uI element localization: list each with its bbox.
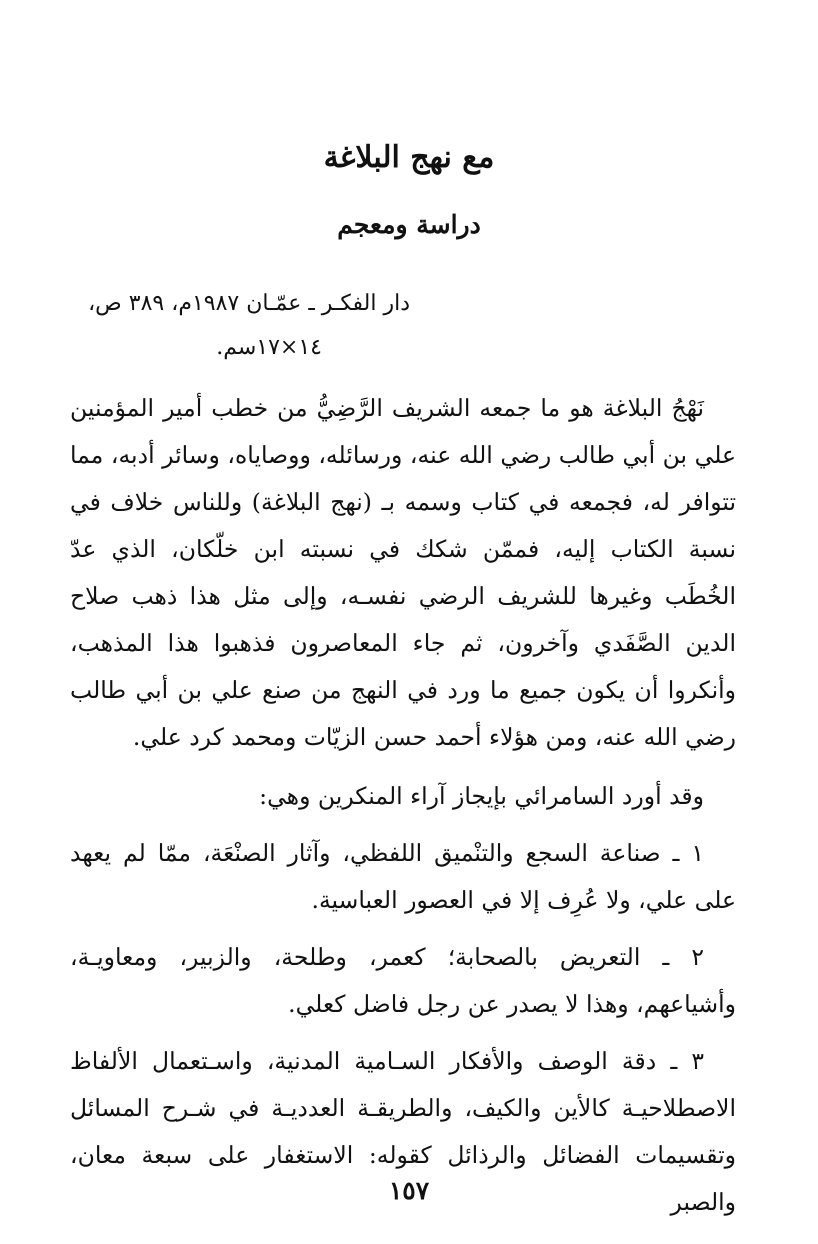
bibliographic-line-publisher: دار الفكـر ـ عمّـان ١٩٨٧م، ٣٨٩ ص، — [88, 291, 410, 316]
point-3: ٣ ـ دقة الوصف والأفكار السـامية المدنية، واسـتعمال الألفاظ الاصطلاحيـة كالأين والكيف، والطريقـة العدديـة في شـرح المسائل وتقسيمات الفضائل والرذائل كقوله: الاستغفار على سبعة معان، والصبر — [70, 1047, 736, 1216]
bibliographic-line-size: ١٤×١٧سم. — [216, 335, 322, 360]
lead-paragraph: وقد أورد السامرائي بإيجاز آراء المنكرين وهي: — [259, 782, 704, 810]
bibliographic-info — [60, 282, 410, 370]
point-1: ١ ـ صناعة السجع والتنْميق اللفظي، وآثار الصنْعَة، ممّا لم يعهد على علي، ولا عُرِف إلا في العصور العباسية. — [70, 839, 736, 914]
page-subtitle: دراسة ومعجم — [337, 210, 481, 239]
main-text — [70, 385, 736, 1226]
point-2: ٢ ـ التعريض بالصحابة؛ كعمر، وطلحة، والزبير، ومعاويـة، وأشياعهم، وهذا لا يصدر عن رجل فاضل كعلي. — [70, 943, 736, 1018]
page-number: ١٥٧ — [388, 1176, 430, 1205]
intro-paragraph: نَهْجُ البلاغة هو ما جمعه الشريف الرَّضِيُّ من خطب أمير المؤمنين علي بن أبي طالب رضي الله عنه، ورسائله، ووصاياه، وسائر أدبه، مما تتوافر له، فجمعه في كتاب وسمه بـ (نهج البلاغة) وللناس خلاف في نسبة الكتاب إليه، فممّن شكك في نسبته ابن خلّكان، الذي عدّ الخُطَب وغيرها للشريف الرضي نفسـه، وإلى مثل هذا ذهب صلاح الدين الصَّفَدي وآخرون، ثم جاء المعاصرون فذهبوا هذا المذهب، وأنكروا أن يكون جميع ما ورد في النهج من صنع علي بن أبي طالب رضي الله عنه، ومن هؤلاء أحمد حسن الزيّات ومحمد كرد علي. — [70, 394, 736, 751]
page-title: مع نهج البلاغة — [323, 140, 495, 175]
